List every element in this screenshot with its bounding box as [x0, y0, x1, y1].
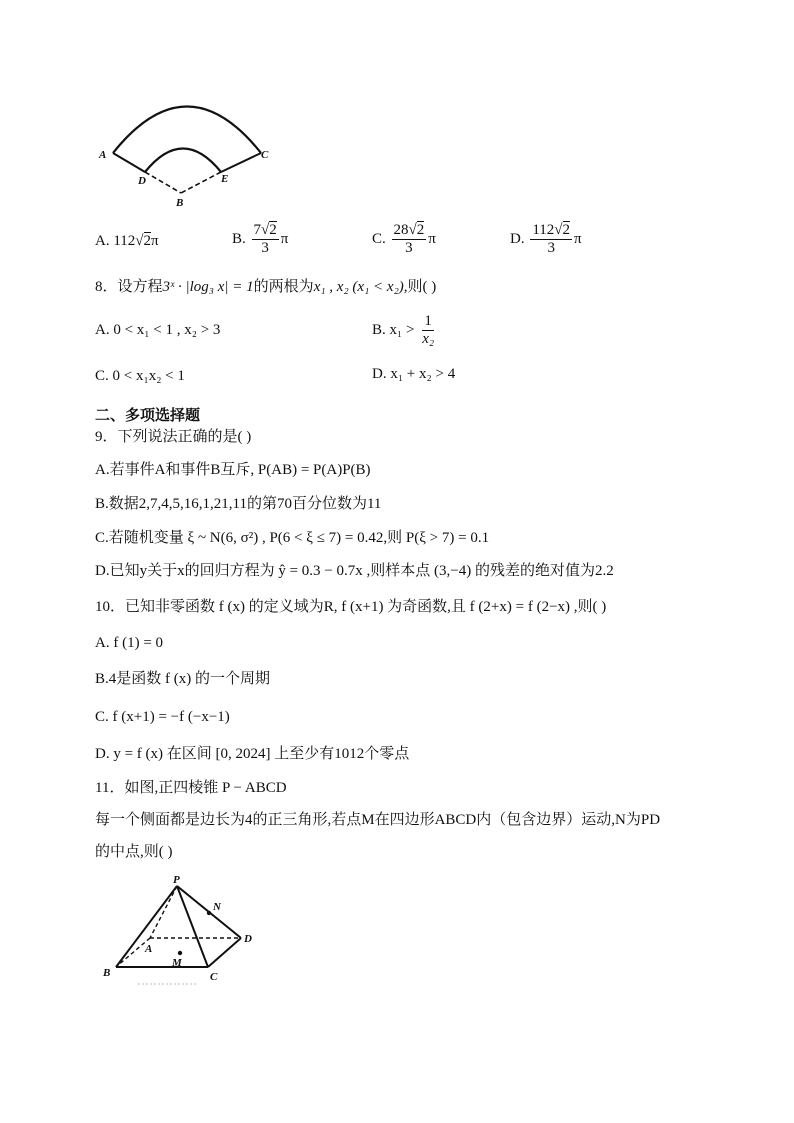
stem-suffix: ,则( )	[403, 279, 437, 295]
stem-roots: x₁ , x₂ (x₁ < x₂)	[313, 279, 404, 295]
stem-prefix: 8．设方程	[95, 279, 163, 295]
q8-option-d: D. x₁ + x₂ > 4	[372, 366, 456, 382]
q7-option-a	[95, 233, 159, 250]
pyramid-figure	[98, 872, 263, 987]
q9-option-d: D.已知y关于x的回归方程为 ŷ = 0.3 − 0.7x ,则样本点 (3,−4) 的残差的绝对值为2.2	[95, 563, 614, 579]
q11-stem-line2: 每一个侧面都是边长为4的正三角形,若点M在四边形ABCD内（包含边界）运动,N为PD	[95, 812, 661, 828]
inner-arc	[145, 149, 221, 173]
point-n	[207, 911, 211, 915]
label-e: E	[221, 173, 229, 185]
label-p: P	[173, 874, 180, 886]
q8-stem	[95, 277, 436, 297]
sector-figure	[95, 85, 280, 210]
label-d: D	[138, 175, 146, 187]
q11-stem-line1: 11．如图,正四棱锥 P − ABCD	[95, 780, 287, 796]
fraction: $\frac{28√2}{3}$	[393, 222, 425, 257]
q10-option-b: B.4是函数 f (x) 的一个周期	[95, 671, 270, 687]
option-label: C.	[372, 231, 386, 248]
label-d: D	[244, 933, 252, 945]
fraction: $\frac{112√2}{3}$	[532, 222, 571, 257]
section-title: 二、多项选择题	[95, 406, 201, 424]
label-a: A	[99, 149, 107, 161]
q10-stem: 10．已知非零函数 f (x) 的定义域为R, f (x+1) 为奇函数,且 f (2+x) = f (2−x) ,则( )	[95, 599, 607, 615]
denominator: x₂	[422, 331, 435, 348]
q8-option-b	[372, 313, 438, 349]
edge-cd	[208, 938, 241, 967]
fraction	[420, 313, 436, 349]
label-m: M	[172, 957, 182, 969]
q9-stem: 9．下列说法正确的是( )	[95, 429, 252, 445]
pi-symbol: π	[280, 231, 289, 248]
q9-option-c: C.若随机变量 ξ ~ N(6, σ²) , P(6 < ξ ≤ 7) = 0.42,则 P(ξ > 7) = 0.1	[95, 530, 490, 546]
label-a: A	[145, 943, 153, 955]
label-n: N	[213, 901, 221, 913]
numerator-root: 2	[562, 222, 571, 238]
label-c: C	[261, 149, 269, 161]
pi-symbol: π	[151, 233, 159, 249]
numerator-coef: 112	[532, 222, 555, 238]
q7-option-d	[510, 222, 582, 258]
option-label: D.	[510, 231, 525, 248]
denominator: 3	[405, 240, 413, 257]
numerator-root: 2	[269, 222, 277, 238]
stem-middle: 的两根为	[253, 279, 314, 295]
fraction: $\frac{7√2}{3}$	[253, 222, 277, 257]
label-b: B	[176, 197, 184, 209]
stem-equation: 3ˣ · |log₃ x| = 1	[162, 279, 254, 295]
q7-option-c	[372, 222, 436, 258]
option-value: 112	[113, 233, 136, 249]
right-edge	[221, 153, 261, 172]
numerator-coef: 7	[253, 222, 262, 238]
option-prefix: B. x₁ >	[372, 322, 415, 339]
pi-symbol: π	[428, 231, 436, 248]
dashed-right	[181, 172, 221, 193]
outer-arc	[113, 107, 261, 154]
denominator: 3	[547, 240, 555, 257]
q11-stem-line3: 的中点,则( )	[95, 844, 173, 860]
numerator-coef: 28	[393, 222, 409, 238]
q8-option-a: A. 0 < x₁ < 1 , x₂ > 3	[95, 322, 221, 338]
left-edge	[113, 153, 145, 172]
q7-option-b	[232, 222, 288, 258]
label-b: B	[103, 967, 111, 979]
q8-option-c: C. 0 < x₁x₂ < 1	[95, 368, 185, 384]
edge-pa	[150, 886, 177, 938]
q9-option-b: B.数据2,7,4,5,16,1,21,11的第70百分位数为11	[95, 496, 382, 512]
sqrt-radicand: 2	[143, 233, 152, 249]
q10-option-a: A. f (1) = 0	[95, 635, 164, 651]
point-m	[178, 951, 182, 955]
denominator: 3	[261, 240, 269, 257]
sqrt-sign: √	[135, 233, 144, 249]
numerator-root: 2	[416, 222, 425, 238]
label-c: C	[210, 971, 218, 983]
q10-option-c: C. f (x+1) = −f (−x−1)	[95, 709, 230, 725]
numerator: 1	[422, 313, 434, 331]
option-label: A.	[95, 233, 110, 249]
dashed-left	[145, 172, 181, 193]
pi-symbol: π	[574, 231, 582, 248]
option-label: B.	[232, 231, 246, 248]
q10-option-d: D. y = f (x) 在区间 [0, 2024] 上至少有1012个零点	[95, 746, 410, 762]
q9-option-a: A.若事件A和事件B互斥, P(AB) = P(A)P(B)	[95, 462, 371, 478]
